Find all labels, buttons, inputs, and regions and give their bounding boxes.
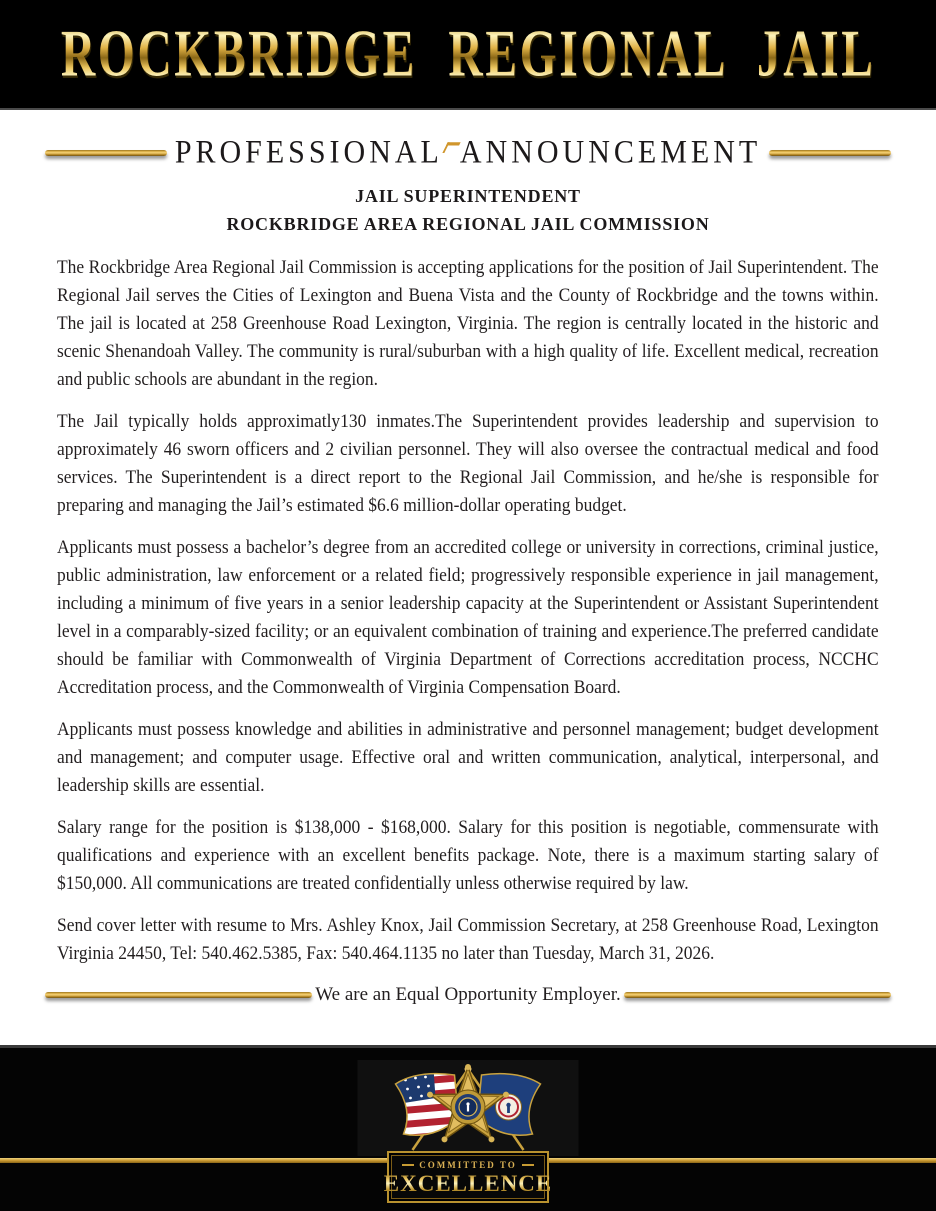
eoe-divider bbox=[45, 984, 891, 1006]
announcement-heading-row bbox=[45, 136, 891, 170]
plaque-committed-row bbox=[402, 1160, 533, 1170]
badge bbox=[358, 1060, 579, 1156]
body-paragraph: Applicants must possess knowledge and abilities in administrative and personnel management; budget development and management; and computer usage. Effective oral and written communication, analytical, interpersonal, and leadership skills are essential. bbox=[57, 719, 879, 796]
job-commission: ROCKBRIDGE AREA REGIONAL JAIL COMMISSION bbox=[226, 214, 710, 234]
body-paragraph: Send cover letter with resume to Mrs. Ashley Knox, Jail Commission Secretary, at 258 Greenhouse Road, Lexington Virginia 24450, Tel: 540.462.5385, Fax: 540.464.1135 no later than Tuesday, March 31, 2026. bbox=[57, 915, 879, 964]
heading-word-announcement: ANNOUNCEMENT bbox=[459, 134, 762, 171]
plaque-excellence-text: EXCELLENCE bbox=[383, 1170, 553, 1196]
body-paragraph: The Rockbridge Area Regional Jail Commission is accepting applications for the position of Jail Superintendent. The Regional Jail serves the Cities of Lexington and Buena Vista and the County of Rockbridge and the towns within. The jail is located at 258 Greenhouse Road Lexington, Virginia. The region is centrally located in the historic and scenic Shenandoah Valley. The community is rural/suburban with a high quality of life. Excellent medical, recreation and public schools are abundant in the region. bbox=[57, 257, 879, 390]
gold-rule-left bbox=[45, 150, 167, 156]
job-title-block bbox=[57, 182, 879, 238]
header-banner bbox=[0, 0, 936, 110]
job-title: JAIL SUPERINTENDENT bbox=[355, 186, 581, 206]
gold-tick-icon bbox=[442, 142, 460, 153]
excellence-plaque bbox=[383, 1151, 553, 1203]
eoe-text: We are an Equal Opportunity Employer. bbox=[315, 984, 621, 1005]
footer-banner bbox=[0, 1045, 936, 1211]
body-paragraph: Salary range for the position is $138,000 - $168,000. Salary for this position is negotiable, commensurate with qualifications and experience with an excellent benefits package. Note, there is a maximum starting salary of $150,000. All communications are treated confidentially unless otherwise required by law. bbox=[57, 817, 879, 894]
gold-rule-right bbox=[769, 150, 891, 156]
plaque-dash-right bbox=[522, 1164, 534, 1166]
gold-rule-eoe-right bbox=[624, 992, 891, 998]
announcement-heading bbox=[167, 135, 769, 172]
plaque-dash-left bbox=[402, 1164, 414, 1166]
body-paragraph: Applicants must possess a bachelor’s degree from an accredited college or university in corrections, criminal justice, public administration, law enforcement or a related field; progressively responsible experience in jail management, including a minimum of five years in a senior leadership capacity at the Superintendent or Assistant Superintendent level in a comparably-sized facility; or an equivalent combination of training and experience.The preferred candidate should be familiar with Commonwealth of Virginia Department of Corrections accreditation process, NCCHC Accreditation process, and the Commonwealth of Virginia Compensation Board. bbox=[57, 537, 879, 698]
announcement-body bbox=[0, 110, 936, 1045]
plaque-committed-text: COMMITTED TO bbox=[419, 1159, 517, 1170]
paragraphs bbox=[57, 254, 879, 968]
heading-word-professional: PROFESSIONAL bbox=[174, 134, 443, 171]
gold-rule-eoe-left bbox=[45, 992, 312, 998]
body-paragraph: The Jail typically holds approximatly130 inmates.The Superintendent provides leadership and supervision to approximately 46 sworn officers and 2 civilian personnel. They will also oversee the contractual medical and food services. The Superintendent is a direct report to the Regional Jail Commission, and he/she is responsible for preparing and managing the Jail’s estimated $6.6 million-dollar operating budget. bbox=[57, 411, 879, 516]
jail-title: ROCKBRIDGE REGIONAL JAIL bbox=[60, 16, 876, 92]
sheriff-badge-icon bbox=[358, 1060, 579, 1156]
